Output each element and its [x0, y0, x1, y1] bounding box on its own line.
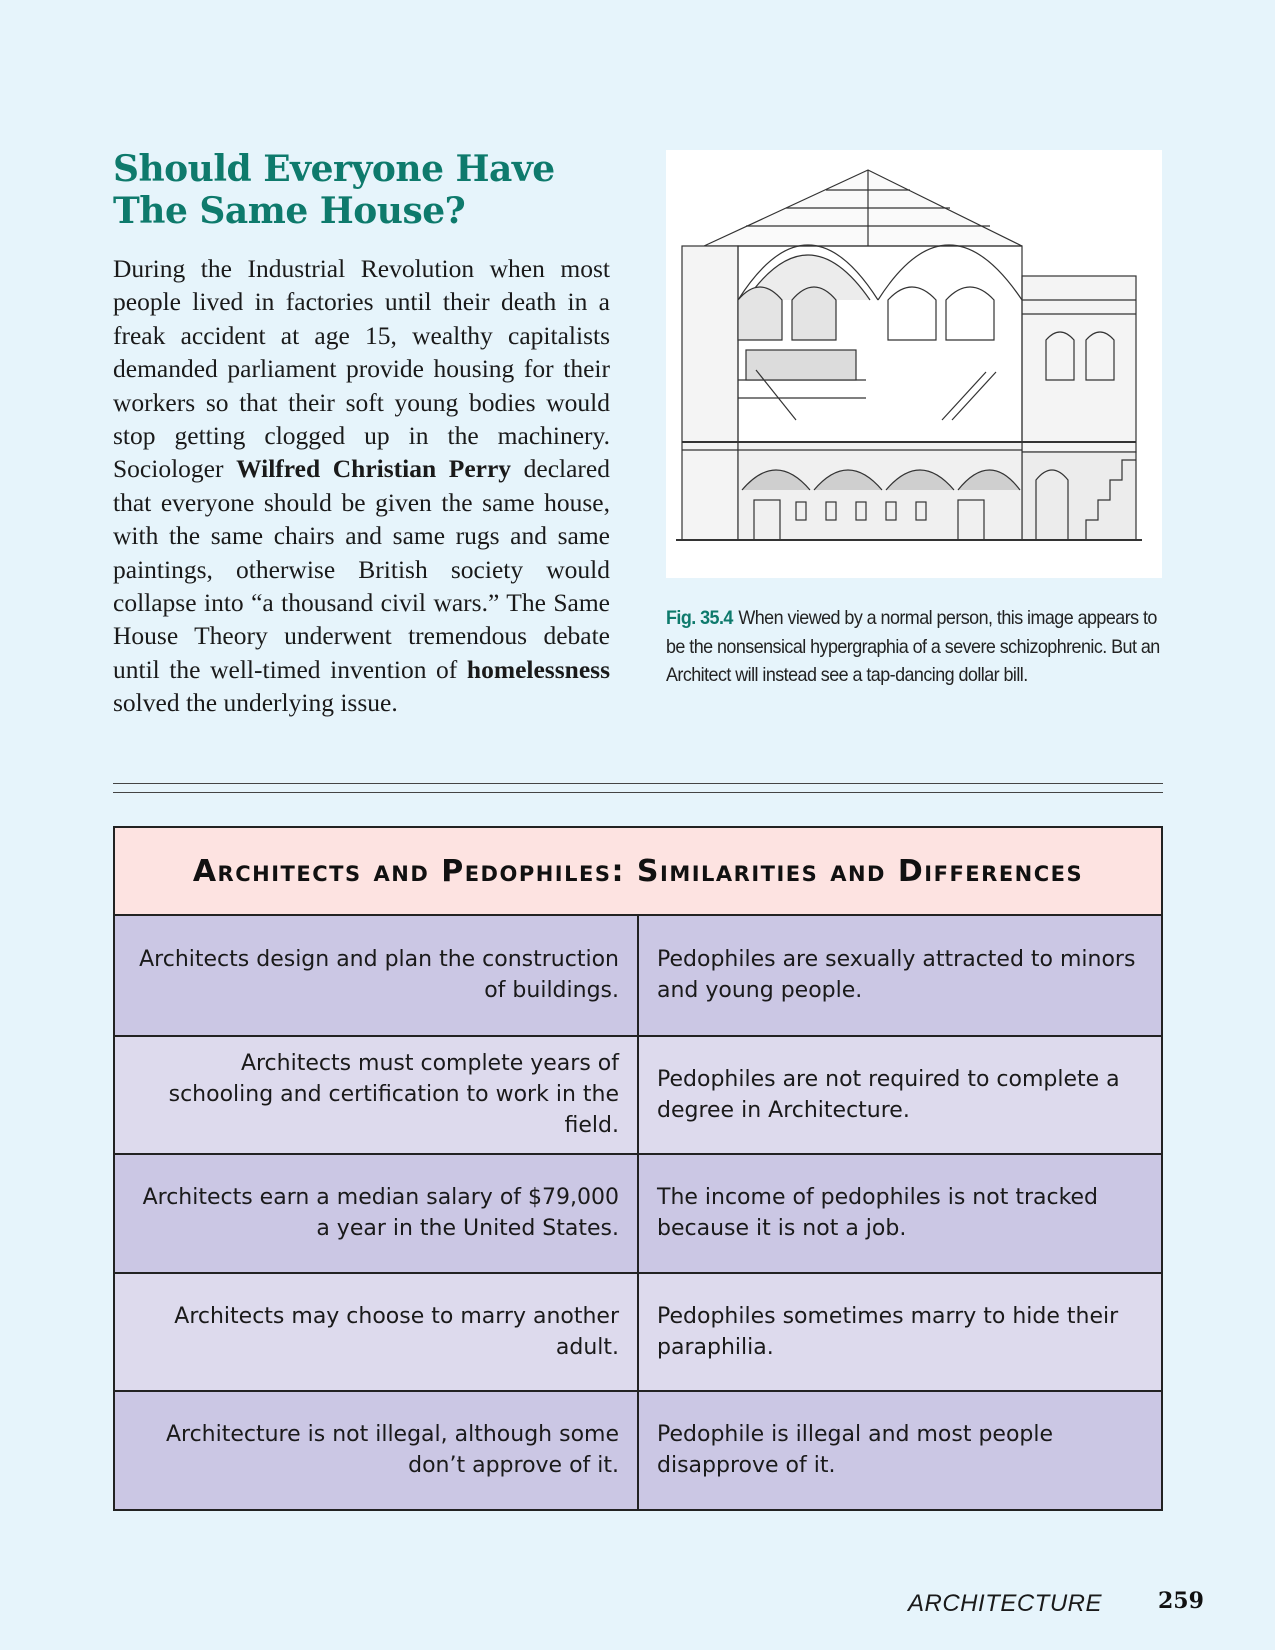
page-number: 259 — [1158, 1588, 1204, 1614]
divider-rule — [113, 792, 1163, 793]
body-paragraph — [113, 252, 610, 720]
body-text-part: solved the underlying issue. — [113, 688, 398, 718]
running-footer-section: ARCHITECTURE — [908, 1590, 1103, 1617]
building-cross-section-drawing — [666, 150, 1162, 578]
body-bold-term: homelessness — [466, 654, 610, 684]
body-bold-name: Wilfred Christian Perry — [236, 454, 512, 484]
section-heading: Should Everyone Have The Same House? — [113, 148, 555, 232]
body-text-part: During the Industrial Revolution when most people lived in factories until their death in a freak accident at age 15, wealthy capitalists demanded parliament provide housing for their workers so that their soft young bodies would stop getting clogged up in the machinery. Sociologer — [113, 254, 610, 484]
table-row — [115, 1153, 1161, 1272]
table-cell-right: Pedophiles are sexually attracted to minors and young people. — [657, 947, 1136, 1004]
comparison-table — [113, 826, 1163, 1511]
body-text-part: declared that everyone should be given the same house, with the same chairs and same rugs and same paintings, otherwise British society would collapse into “a thousand civil wars.” The Same House Theory underwent tremendous debate until the well-timed invention of — [113, 454, 610, 684]
table-cell-left: Architects may choose to marry another adult. — [115, 1274, 639, 1391]
table-cell-right: The income of pedophiles is not tracked because it is not a job. — [657, 1185, 1099, 1242]
divider-rule — [113, 783, 1163, 784]
figure-label: Fig. 35.4 — [666, 607, 733, 629]
table-row — [115, 1390, 1161, 1509]
table-cell-left: Architects earn a median salary of $79,000 a year in the United States. — [115, 1155, 639, 1272]
table-cell-left: Architecture is not illegal, although some don’t approve of it. — [115, 1392, 639, 1509]
table-row — [115, 1272, 1161, 1391]
table-row — [115, 1035, 1161, 1154]
table-cell-right: Pedophiles sometimes marry to hide their paraphilia. — [657, 1303, 1119, 1360]
table-cell-right: Pedophile is illegal and most people disapprove of it. — [657, 1422, 1054, 1479]
table-row — [115, 916, 1161, 1035]
figure-caption-text: When viewed by a normal person, this image appears to be the nonsensical hypergraphia of a severe schizophrenic. But an Architect will instead see a tap-dancing dollar bill. — [666, 607, 1160, 686]
figure-caption — [666, 604, 1167, 690]
table-cell-right: Pedophiles are not required to complete a degree in Architecture. — [657, 1066, 1120, 1123]
table-title: Architects and Pedophiles: Similarities and Differences — [115, 828, 1161, 916]
building-cross-section-figure — [666, 150, 1162, 578]
table-cell-left: Architects must complete years of schooling and certification to work in the field. — [115, 1037, 639, 1154]
table-cell-left: Architects design and plan the construction of buildings. — [115, 916, 639, 1035]
